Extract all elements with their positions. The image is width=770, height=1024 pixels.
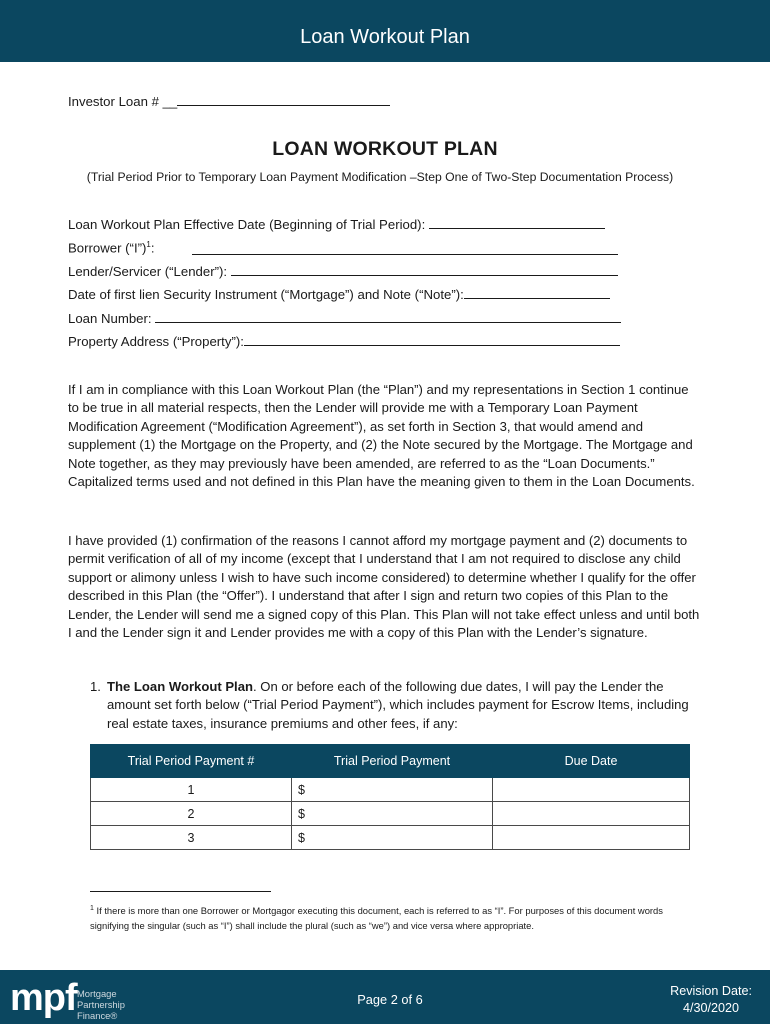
effective-date-field bbox=[68, 217, 605, 232]
payment-number-cell: 2 bbox=[91, 802, 292, 826]
col-header-payment-number: Trial Period Payment # bbox=[91, 745, 292, 778]
payment-amount-cell[interactable]: $ bbox=[292, 802, 493, 826]
table-header-row bbox=[91, 745, 690, 778]
due-date-cell[interactable] bbox=[493, 778, 690, 802]
section-1-text: . On or before each of the following due dates, I will pay the Lender the amount set forth below (“Trial Period Payment”), which includes payment for Escrow Items, including real estate taxes, insurance premiums and other fees, if any: bbox=[107, 679, 689, 731]
first-lien-label: Date of first lien Security Instrument (“Mortgage”) and Note (“Note”): bbox=[68, 287, 464, 302]
loan-number-field bbox=[68, 311, 621, 326]
col-header-payment: Trial Period Payment bbox=[292, 745, 493, 778]
logo-line-1: Mortgage bbox=[77, 988, 117, 999]
trial-payment-table bbox=[90, 744, 690, 850]
investor-loan-field bbox=[68, 94, 390, 109]
paragraph-compliance: If I am in compliance with this Loan Workout Plan (the “Plan”) and my representations in Section 1 continue to be true in all material respects, then the Lender will provide me with a Temporary Loan Payment Modification Agreement (“Modification Agreement”), as set forth in Section 3, that would amend and supplement (1) the Mortgage on the Property, and (2) the Note secured by the Mortgage. The Mortgage and Note together, as they may previously have been amended, are referred to as the “Loan Documents.” Capitalized terms used and not defined in this Plan have the meaning given to them in the Loan Documents. bbox=[68, 382, 695, 490]
logo-line-2: Partnership bbox=[77, 999, 125, 1010]
due-date-cell[interactable] bbox=[493, 802, 690, 826]
revision-value: 4/30/2020 bbox=[683, 1001, 740, 1015]
logo-line-3: Finance® bbox=[77, 1010, 118, 1021]
lender-blank[interactable] bbox=[231, 264, 618, 276]
first-lien-field bbox=[68, 287, 610, 302]
table-row bbox=[91, 802, 690, 826]
borrower-field bbox=[68, 240, 155, 255]
paragraph-provided: I have provided (1) confirmation of the reasons I cannot afford my mortgage payment and (2) documents to permit verification of all of my income (except that I understand that I am not required to disclose any child support or alimony unless I wish to have such income considered) to determine whether I qualify for the offer described in this Plan (the “Offer”). I understand that after I sign and return two copies of this Plan to the Lender, the Lender will send me a signed copy of this Plan. This Plan will not take effect unless and until both I and the Lender sign it and Lender provides me with a copy of this Plan with the Lender’s signature. bbox=[68, 533, 700, 641]
header-title: Loan Workout Plan bbox=[300, 26, 470, 48]
property-address-label: Property Address (“Property”): bbox=[68, 334, 244, 349]
payment-number-cell: 3 bbox=[91, 826, 292, 850]
revision-date bbox=[670, 983, 752, 1017]
loan-number-blank[interactable] bbox=[155, 311, 621, 323]
page-number: Page 2 of 6 bbox=[357, 992, 423, 1007]
section-1-heading: The Loan Workout Plan bbox=[107, 679, 253, 694]
payment-amount-cell[interactable]: $ bbox=[292, 826, 493, 850]
first-lien-blank[interactable] bbox=[464, 287, 610, 299]
logo-wordmark: mpf bbox=[10, 977, 77, 1019]
header-bar bbox=[0, 0, 770, 62]
investor-loan-label: Investor Loan # __ bbox=[68, 94, 178, 109]
lender-label: Lender/Servicer (“Lender”): bbox=[68, 264, 228, 279]
borrower-label: Borrower (“I”) bbox=[68, 240, 147, 256]
footnote-divider bbox=[90, 891, 271, 892]
footer-bar bbox=[0, 970, 770, 1024]
effective-date-label: Loan Workout Plan Effective Date (Beginning of Trial Period): bbox=[68, 217, 426, 232]
payment-number-cell: 1 bbox=[91, 778, 292, 802]
loan-number-label: Loan Number: bbox=[68, 311, 152, 326]
footnote bbox=[90, 902, 690, 933]
section-1-number: 1. bbox=[90, 679, 101, 694]
document-title: LOAN WORKOUT PLAN bbox=[272, 138, 498, 160]
table-row bbox=[91, 778, 690, 802]
footnote-marker: 1 bbox=[90, 905, 94, 912]
property-address-blank[interactable] bbox=[244, 334, 620, 346]
payment-amount-cell[interactable]: $ bbox=[292, 778, 493, 802]
section-1-body bbox=[107, 678, 702, 733]
borrower-blank[interactable] bbox=[192, 243, 618, 255]
revision-label: Revision Date: bbox=[670, 984, 752, 998]
lender-field bbox=[68, 264, 618, 279]
table-row bbox=[91, 826, 690, 850]
section-1 bbox=[90, 678, 702, 733]
effective-date-blank[interactable] bbox=[429, 217, 605, 229]
property-address-field bbox=[68, 334, 620, 349]
due-date-cell[interactable] bbox=[493, 826, 690, 850]
investor-loan-blank[interactable] bbox=[177, 94, 390, 106]
col-header-due-date: Due Date bbox=[493, 745, 690, 778]
document-subtitle: (Trial Period Prior to Temporary Loan Payment Modification –Step One of Two-Step Documentation Process) bbox=[86, 170, 674, 184]
borrower-footnote-marker: 1 bbox=[146, 240, 151, 249]
footnote-text: If there is more than one Borrower or Mortgagor executing this document, each is referred to as “I”. For purposes of this document words signifying the singular (such as “I”) shall include the plural (such as “we”) and vice versa where appropriate. bbox=[90, 905, 663, 931]
borrower-colon: : bbox=[150, 240, 155, 256]
